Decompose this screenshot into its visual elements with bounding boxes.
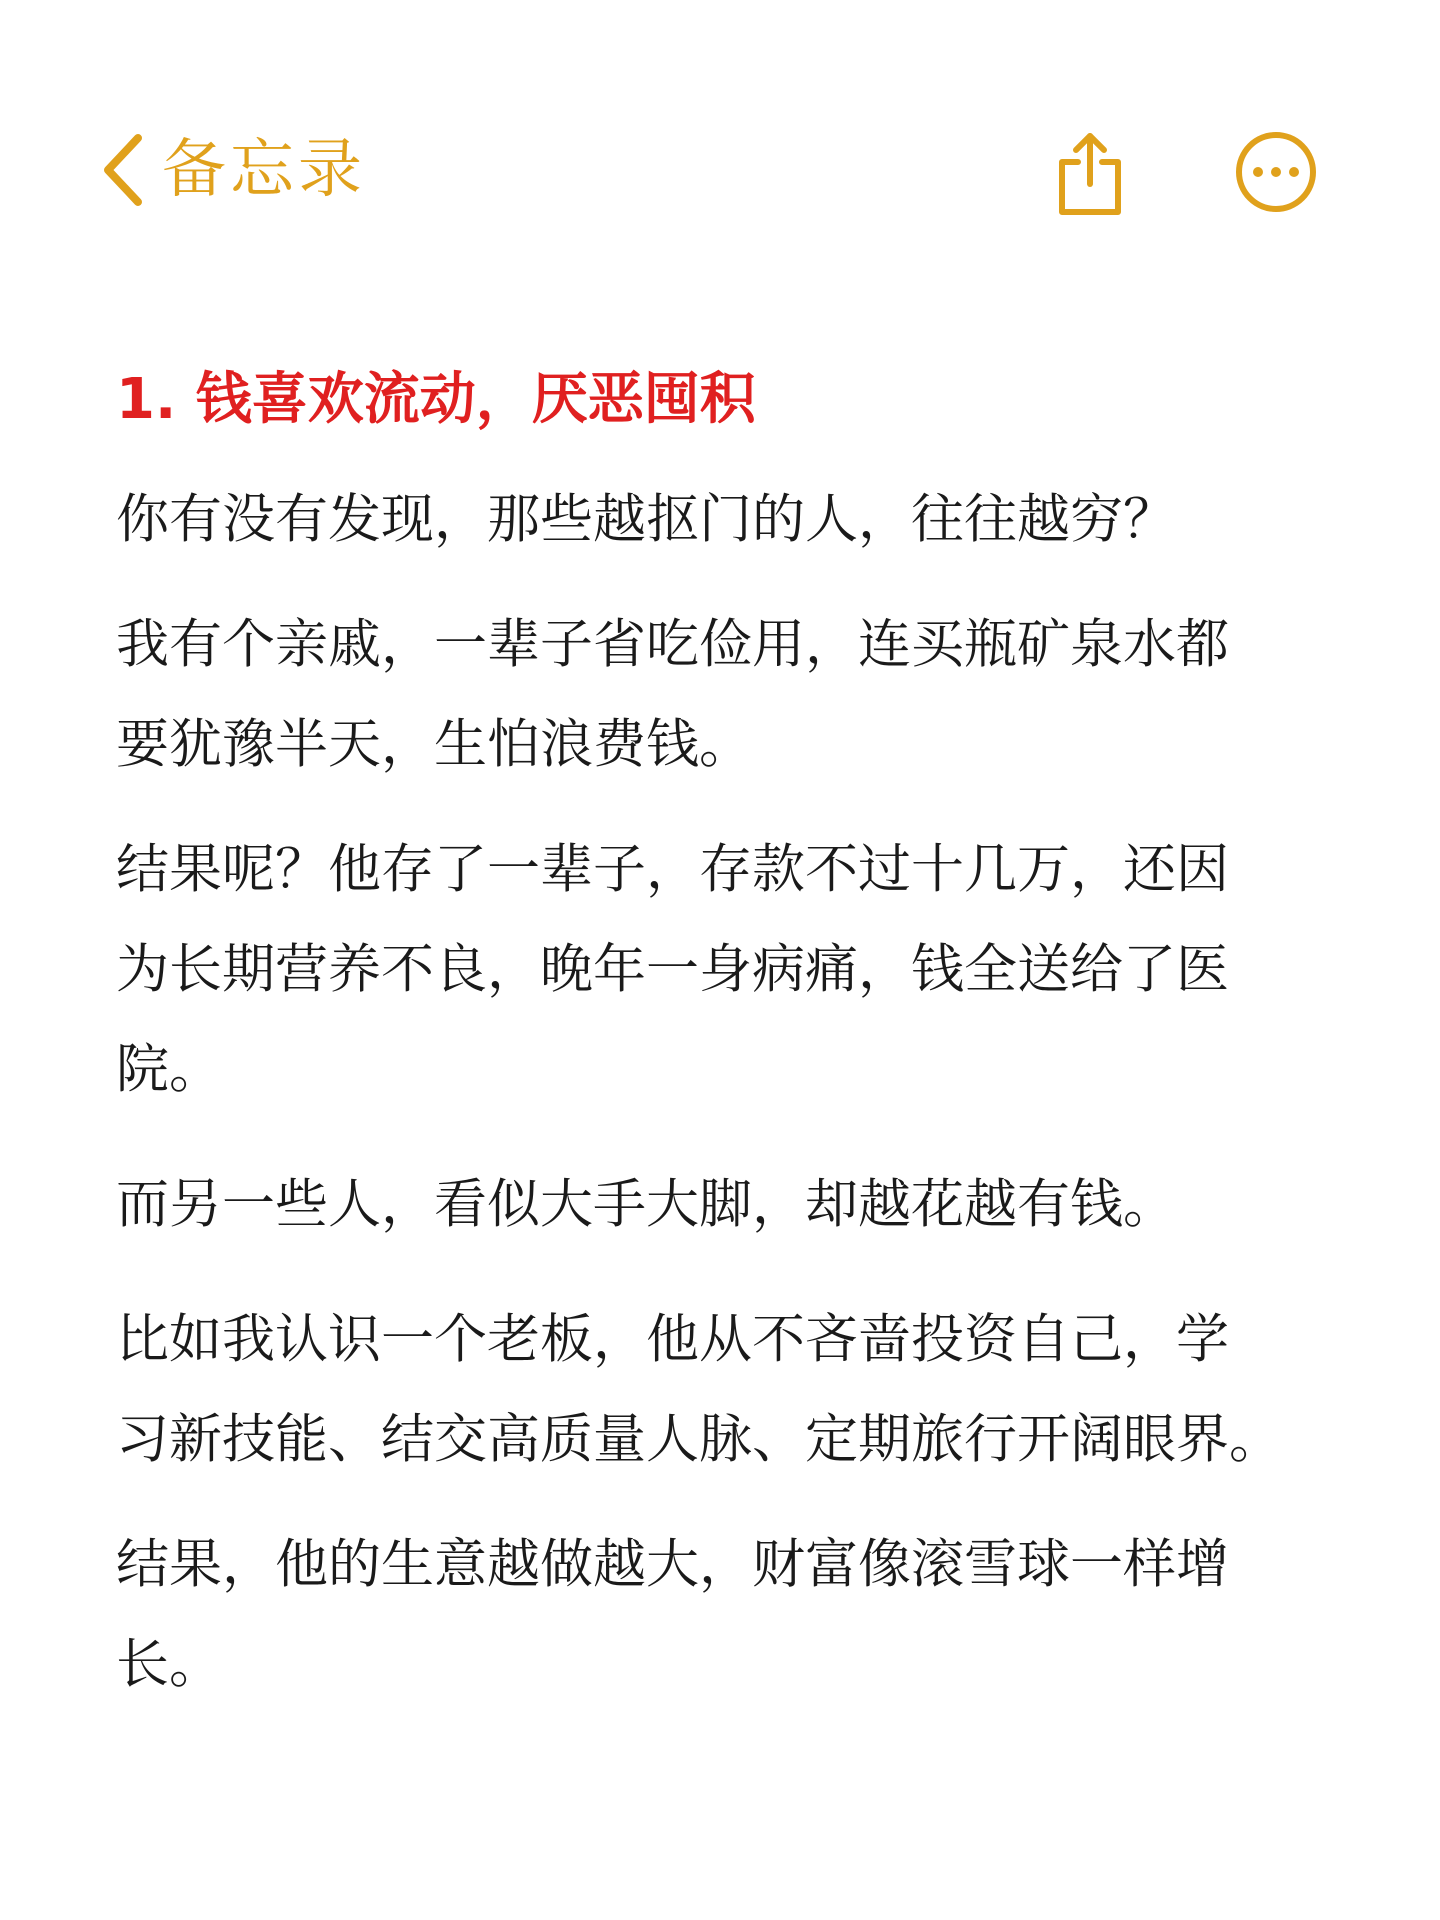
text-line: 而另一些人，看似大手大脚，却越花越有钱。 — [116, 1174, 1176, 1235]
text-line: 要犹豫半天，生怕浪费钱。 — [116, 714, 752, 775]
share-icon — [1052, 128, 1128, 218]
chevron-left-icon — [100, 132, 144, 208]
more-button[interactable] — [1234, 130, 1318, 214]
text-line: 结果呢？他存了一辈子，存款不过十几万，还因 — [116, 839, 1229, 900]
note-heading: 1. 钱喜欢流动，厌恶囤积 — [116, 367, 756, 432]
text-line: 比如我认识一个老板，他从不吝啬投资自己，学 — [116, 1309, 1229, 1370]
text-line: 你有没有发现，那些越抠门的人，往往越穷？ — [116, 489, 1176, 550]
text-line: 我有个亲戚，一辈子省吃俭用，连买瓶矿泉水都 — [116, 614, 1229, 675]
back-button[interactable] — [100, 125, 366, 215]
text-line: 院。 — [116, 1039, 222, 1100]
more-icon — [1234, 130, 1318, 214]
text-line: 长。 — [116, 1634, 222, 1695]
text-line: 习新技能、结交高质量人脉、定期旅行开阔眼界。 — [116, 1409, 1282, 1470]
text-line: 结果，他的生意越做越大，财富像滚雪球一样增 — [116, 1534, 1229, 1595]
back-label: 备忘录 — [162, 133, 366, 207]
navigation-bar — [0, 0, 1440, 330]
text-line: 为长期营养不良，晚年一身病痛，钱全送给了医 — [116, 939, 1229, 1000]
share-button[interactable] — [1052, 128, 1128, 218]
